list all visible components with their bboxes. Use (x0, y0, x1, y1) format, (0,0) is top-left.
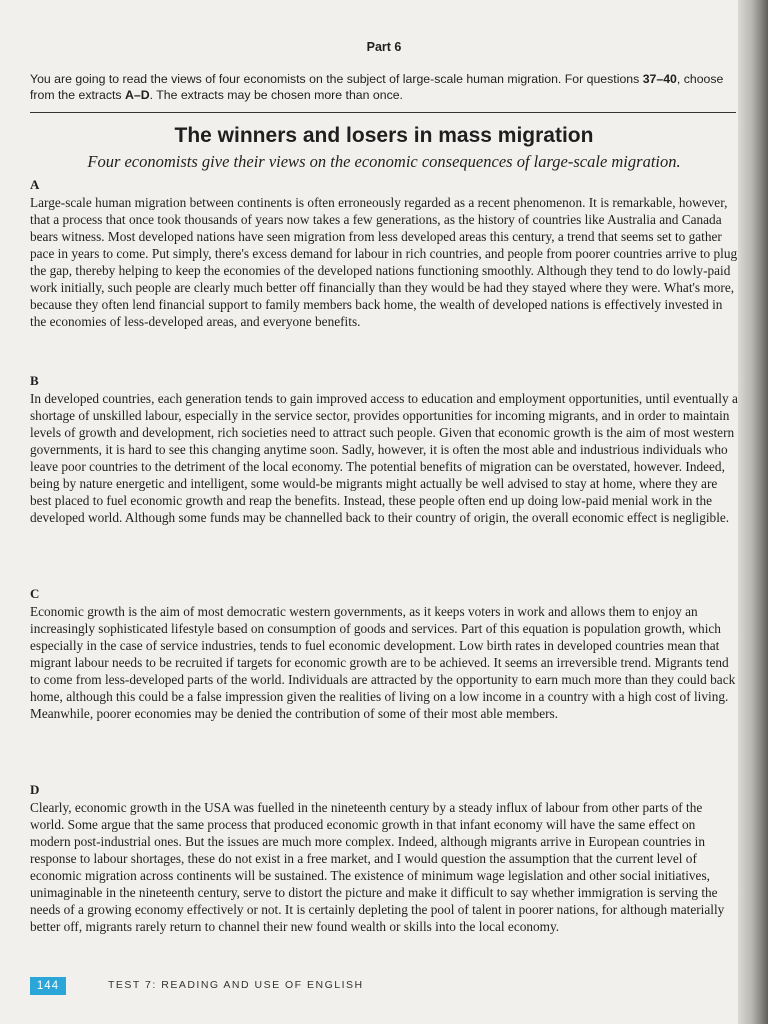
extract-letter-a: A (30, 177, 40, 192)
test-section-label: TEST 7: READING AND USE OF ENGLISH (108, 979, 364, 991)
extract-text-c: Economic growth is the aim of most democratic western governments, as it keeps voters in work and allows them to enjoy an increasingly sophisticated lifestyle based on consumption of goods and services. Part of this equation is population growth, which especially in the case of service industries, tends to fuel economic development. Low birth rates in developed countries mean that migrant labour needs to be recruited if targets for economic growth are to be achieved. It seems an irreversible trend. Migrants tend to come from less-developed parts of the world. Individuals are attracted by the opportunity to earn much more than they could back home, although this could be a false impression given the realities of living on a low income in a country with a high cost of living. Meanwhile, poorer economies may be denied the contribution of some of their most able members. (30, 604, 736, 721)
extract-letter-c: C (30, 586, 40, 601)
book-spine-shadow (738, 0, 768, 1024)
page-number-badge: 144 (30, 977, 66, 995)
part-heading: Part 6 (366, 40, 402, 54)
divider-line (30, 112, 736, 113)
extract-letter-b: B (30, 373, 39, 388)
extract-text-b: In developed countries, each generation tends to gain improved access to education and employment opportunities, until eventually a shortage of unskilled labour, especially in the service sector, provides opportunities for incoming migrants, and in order to maintain levels of growth and development, rich societies need to attract such people. Given that economic growth is the aim of most western governments, it is hard to see this changing anytime soon. Sadly, however, it is often the most able and industrious individuals who leave poor countries to the detriment of the local economy. The potential benefits of migration can be overstated, however. Indeed, being by nature energetic and intelligent, some would-be migrants might actually be well advised to stay at home, where they are best placed to fuel economic growth and reap the benefits. Instead, these people often end up doing low-paid menial work in the developed world. Although some funds may be channelled back to their country of origin, the overall economic effect is negligible. (30, 391, 738, 525)
task-instructions: You are going to read the views of four economists on the subject of large-scale human migration. For questions 37–40, choose from the extracts A–D. The extracts may be chosen more than once. (30, 72, 724, 102)
article-title: The winners and losers in mass migration (174, 124, 594, 147)
extract-text-d: Clearly, economic growth in the USA was fuelled in the nineteenth century by a steady influx of labour from other parts of the world. Some argue that the same process that produced economic growth in that infant economy will have the same effect on modern post-industrial ones. But the issues are much more complex. Indeed, although migrants arrive in European countries in response to labour shortages, these do not exist in a free market, and I would question the assumption that the current level of economic migration across continents will be sustained. The existence of minimum wage legislation and other social initiatives, unimaginable in the nineteenth century, serve to distort the picture and make it difficult to say whether immigration is serving the needs of a growing economy effectively or not. It is certainly depleting the pool of talent in poorer nations, for although materially better off, migrants rarely return to channel their new found wealth or skills into the local economy. (30, 800, 725, 934)
article-subtitle: Four economists give their views on the economic consequences of large-scale migration. (87, 152, 681, 171)
question-range: 37–40 (642, 72, 677, 86)
book-page (28, 0, 740, 1024)
extract-letter-d: D (30, 782, 40, 797)
extract-range: A–D (125, 88, 150, 102)
extract-text-a: Large-scale human migration between continents is often erroneously regarded as a recent phenomenon. It is remarkable, however, that a process that once took thousands of years now takes a few generations, as the history of countries like Australia and Canada bears witness. Most developed nations have seen migration from less developed areas this century, a trend that seems set to gather pace in years to come. Put simply, there's excess demand for labour in rich countries, and people from poorer countries arrive to plug the gap, thereby helping to keep the economies of the developed nations functioning smoothly. Although they tend to do lowly-paid work initially, such people are clearly much better off financially than they would be had they stayed where they were. What's more, because they often lend financial support to family members back home, the wealth of developed nations is effectively invested in the economies of less-developed areas, and everyone benefits. (30, 195, 738, 329)
